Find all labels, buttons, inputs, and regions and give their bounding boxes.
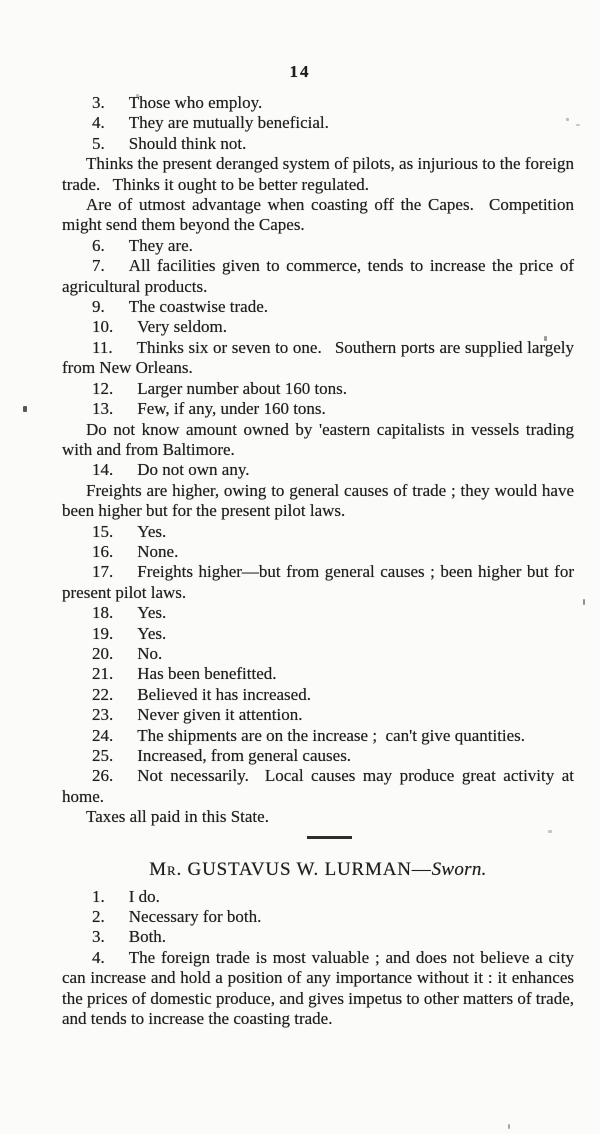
answer-line (62, 705, 574, 725)
answer-number: 9. (92, 297, 105, 317)
paragraph-text: Thinks the present deranged system of pilots, as injurious to the foreign trade. Thinks it ought to be better regulated. (62, 154, 574, 194)
scan-speck (544, 336, 547, 341)
answer-line (62, 522, 574, 542)
answer-line (62, 726, 574, 746)
testimony-paragraph (62, 420, 574, 461)
answer-line (62, 685, 574, 705)
answer-line (62, 907, 574, 927)
answer-line (62, 236, 574, 256)
answer-text: The coastwise trade. (128, 297, 268, 317)
answer-line (62, 134, 574, 154)
answer-line (62, 399, 574, 419)
answer-line (62, 766, 574, 807)
answer-line (62, 948, 574, 1030)
answer-line (62, 542, 574, 562)
answer-line (62, 927, 574, 947)
answer-number: 1. (92, 886, 105, 906)
answer-text: The foreign trade is most valuable ; and does not believe a city can increase and hold a position of any importance without it : it enhances the prices of domestic produce, and gives impetus to other matters of trade, and tends to increase the coasting trade. (62, 947, 574, 1029)
answer-line (62, 644, 574, 664)
page-body (62, 93, 574, 1029)
answer-number: 14. (92, 460, 114, 480)
scan-speck (583, 599, 585, 605)
answer-line (62, 624, 574, 644)
answer-text: Yes. (137, 521, 167, 541)
answer-line (62, 746, 574, 766)
answer-text: Necessary for both. (128, 907, 262, 927)
paragraph-text: Do not know amount owned by 'eastern capitalists in vessels trading with and from Baltimore. (62, 419, 574, 459)
answer-number: 17. (92, 562, 114, 582)
paragraph-text: Taxes all paid in this State. (86, 807, 269, 827)
answer-line (62, 460, 574, 480)
heading-dash: — (411, 858, 432, 880)
answer-line (62, 562, 574, 603)
paragraph-text: Are of utmost advantage when coasting off the Capes. Competition might send them beyond the Capes. (62, 195, 574, 235)
answer-number: 3. (92, 927, 105, 947)
answer-line (62, 317, 574, 337)
testimony-paragraph (62, 195, 574, 236)
answer-text: The shipments are on the increase ; can't give quantities. (137, 725, 526, 745)
answer-text: Thinks six or seven to one. Southern ports are supplied largely from New Orleans. (62, 337, 574, 378)
answer-number: 18. (92, 603, 114, 623)
answer-text: Should think not. (128, 133, 247, 153)
answer-number: 22. (92, 684, 114, 704)
scan-speck (508, 1124, 510, 1129)
answer-text: Those who employ. (128, 93, 263, 112)
answer-line (62, 603, 574, 623)
answer-line (62, 338, 574, 379)
answer-number: 25. (92, 746, 114, 765)
answer-line (62, 664, 574, 684)
answer-number: 23. (92, 705, 114, 725)
page-number: 14 (289, 62, 311, 81)
answer-number: 5. (92, 133, 105, 153)
answer-number: 10. (92, 317, 114, 337)
answer-text: Both. (128, 927, 167, 947)
answer-line (62, 256, 574, 297)
answer-text: None. (137, 541, 179, 561)
answer-number: 6. (92, 235, 105, 255)
answer-text: Increased, from general causes. (137, 746, 352, 765)
answer-number: 21. (92, 664, 114, 684)
answer-number: 3. (92, 93, 105, 112)
answer-number: 19. (92, 623, 114, 643)
answer-number: 24. (92, 725, 114, 745)
answer-text: Few, if any, under 160 tons. (137, 399, 326, 419)
answer-line (62, 297, 574, 317)
answer-text: Larger number about 160 tons. (137, 378, 348, 398)
answer-text: Believed it has increased. (137, 684, 311, 704)
witness-honorific: Mr. (149, 858, 182, 880)
scan-speck (23, 406, 27, 412)
answer-text: They are. (128, 235, 193, 255)
paragraph-text: Freights are higher, owing to general causes of trade ; they would have been higher but for the present pilot laws. (62, 480, 574, 521)
testimony-paragraph (62, 807, 574, 827)
answer-text: I do. (128, 886, 160, 906)
answer-text: Do not own any. (137, 460, 250, 480)
answer-number: 12. (92, 378, 114, 398)
answer-text: They are mutually beneficial. (128, 113, 329, 133)
answer-text: Yes. (137, 623, 167, 643)
answer-line (62, 887, 574, 907)
answer-text: No. (137, 643, 163, 663)
scan-speck (566, 118, 569, 121)
answer-number: 11. (92, 337, 113, 357)
answer-text: Never given it attention. (137, 705, 303, 725)
answer-text: Very seldom. (137, 317, 227, 337)
answer-number: 20. (92, 643, 114, 663)
answer-number: 2. (92, 907, 105, 927)
testimony-paragraph (62, 154, 574, 195)
scan-speck (576, 124, 580, 126)
section-divider-rule (307, 836, 352, 839)
answer-number: 15. (92, 521, 114, 541)
witness-name: GUSTAVUS W. LURMAN (182, 858, 412, 880)
testimony-paragraph (62, 481, 574, 522)
answer-line (62, 113, 574, 133)
answer-text: Yes. (137, 603, 167, 623)
answer-text: Not necessarily. Local causes may produce great activity at home. (62, 766, 574, 806)
scan-speck (548, 830, 552, 833)
answer-number: 26. (92, 766, 114, 786)
scan-speck (136, 94, 139, 97)
answer-text: All facilities given to commerce, tends to increase the price of agricultural products. (62, 256, 574, 296)
answer-number: 7. (92, 256, 105, 276)
answer-number: 4. (92, 113, 105, 133)
answer-number: 4. (92, 947, 105, 967)
answer-text: Freights higher—but from general causes ; been higher but for present pilot laws. (62, 562, 574, 602)
answer-number: 16. (92, 541, 114, 561)
answer-number: 13. (92, 399, 114, 419)
sworn-label: Sworn. (431, 858, 487, 880)
answer-line (62, 379, 574, 399)
answer-text: Has been benefitted. (137, 664, 277, 684)
witness-heading (62, 858, 574, 882)
